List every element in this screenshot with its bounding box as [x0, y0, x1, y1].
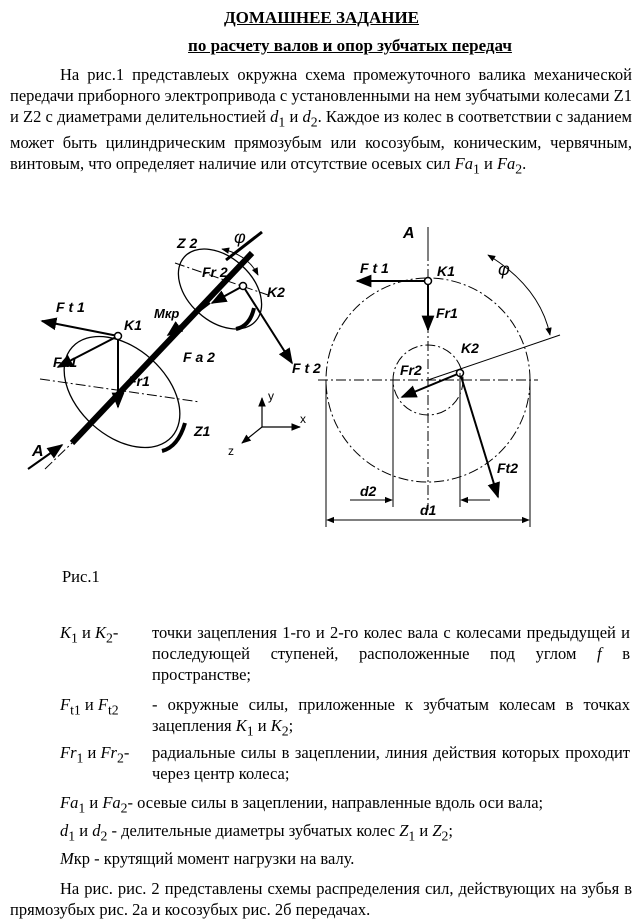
legend: [0, 622, 643, 872]
ft2-arrow-right: [460, 373, 498, 497]
legend-term-ft: $F_{t1}$ и $F_{t2}$: [60, 695, 119, 718]
wheel-z1-centerline: [40, 379, 200, 402]
label-k1-right: K1: [437, 263, 455, 279]
wheel-z2-rim: [236, 308, 254, 329]
label-d1: d1: [420, 502, 437, 518]
page-title: ДОМАШНЕЕ ЗАДАНИЕ: [223, 8, 420, 27]
label-k2-left: K2: [267, 284, 285, 300]
label-a-left: A: [32, 443, 44, 460]
label-k1-left: K1: [124, 317, 142, 333]
legend-desc-k: точки зацепления 1-го и 2-го колес вала с колесами предыдущей и последующей ступеней, расположенные под углом f в пространстве;: [152, 623, 630, 684]
label-fr1-left: Fr1: [128, 373, 150, 389]
label-d2: d2: [360, 483, 377, 499]
label-mkr: Mкр: [154, 306, 180, 321]
figure-caption: Рис.1: [62, 567, 100, 586]
z-axis: [242, 427, 262, 443]
label-ft1-right: F t 1: [360, 260, 389, 276]
k2-angle-line: [428, 335, 560, 380]
k1-point-left: [115, 333, 122, 340]
figure-1-diagram: [0, 215, 643, 560]
label-x: x: [300, 412, 306, 426]
page-subtitle: по расчету валов и опор зубчатых передач: [188, 36, 512, 55]
legend-term-k: $K_1$ и $K_2-$: [60, 623, 119, 646]
legend-term-fr: $Fr_1$ и $Fr_2-$: [60, 743, 130, 766]
wheel-z1-rim: [162, 423, 185, 451]
label-z: z: [228, 444, 234, 458]
label-ft2-left: F t 2: [292, 360, 321, 376]
label-ft2-right: Ft2: [497, 460, 518, 476]
legend-desc-ft: - окружные силы, приложенные к зубчатым колесам в точках зацепления $K_1$ и $K_2$;: [152, 695, 630, 739]
outro-paragraph: На рис. рис. 2 представлены схемы распределения сил, действующих на зубья в прямозубых рис. 2а и косозубых рис. 2б передачах.: [10, 879, 632, 919]
legend-m: Mкр - крутящий момент нагрузки на валу.: [60, 849, 355, 868]
legend-desc-fr: радиальные силы в зацеплении, линия действия которых проходит через центр колеса;: [152, 743, 630, 783]
label-fa1-left: Fa1: [53, 354, 78, 370]
ft1-arrow-left: [42, 321, 118, 336]
label-a-right: A: [403, 225, 415, 242]
label-fa2-left: F a 2: [183, 349, 215, 365]
shaft-line: [72, 253, 252, 443]
label-z2: Z 2: [177, 235, 198, 251]
k1-point-right: [425, 278, 432, 285]
label-fr1-right: Fr1: [436, 305, 458, 321]
label-z1: Z1: [194, 423, 211, 439]
label-phi-right: φ: [498, 259, 510, 279]
label-k2-right: K2: [461, 340, 479, 356]
label-ft1-left: F t 1: [56, 299, 85, 315]
label-phi-left: φ: [234, 227, 246, 247]
intro-paragraph: На рис.1 представлеых окружна схема промежуточного валика механической передачи приборного электропривода с установленными на нем зубчатыми колесами Z1 и Z2 с диаметрами делительностией $d_1$ и $d_2$. Каждое из колес в соответствии с заданием может быть цилиндрическим прямозубым или косозубым, коническим, червячным, винтовым, что определяет наличие или отсутствие осевых сил $Fa_1$ и $Fa_2$.: [10, 65, 632, 177]
legend-fa: $Fa_1$ и $Fa_2-$ осевые силы в зацеплении, направленные вдоль оси вала;: [60, 793, 544, 816]
label-fr2-right: Fr2: [400, 362, 422, 378]
label-y: y: [268, 389, 274, 403]
k2-point-left: [240, 283, 247, 290]
label-fr2-left: Fr 2: [202, 264, 228, 280]
legend-d: $d_1$ и $d_2$ - делительные диаметры зубчатых колес $Z_1$ и $Z_2$;: [60, 821, 453, 844]
